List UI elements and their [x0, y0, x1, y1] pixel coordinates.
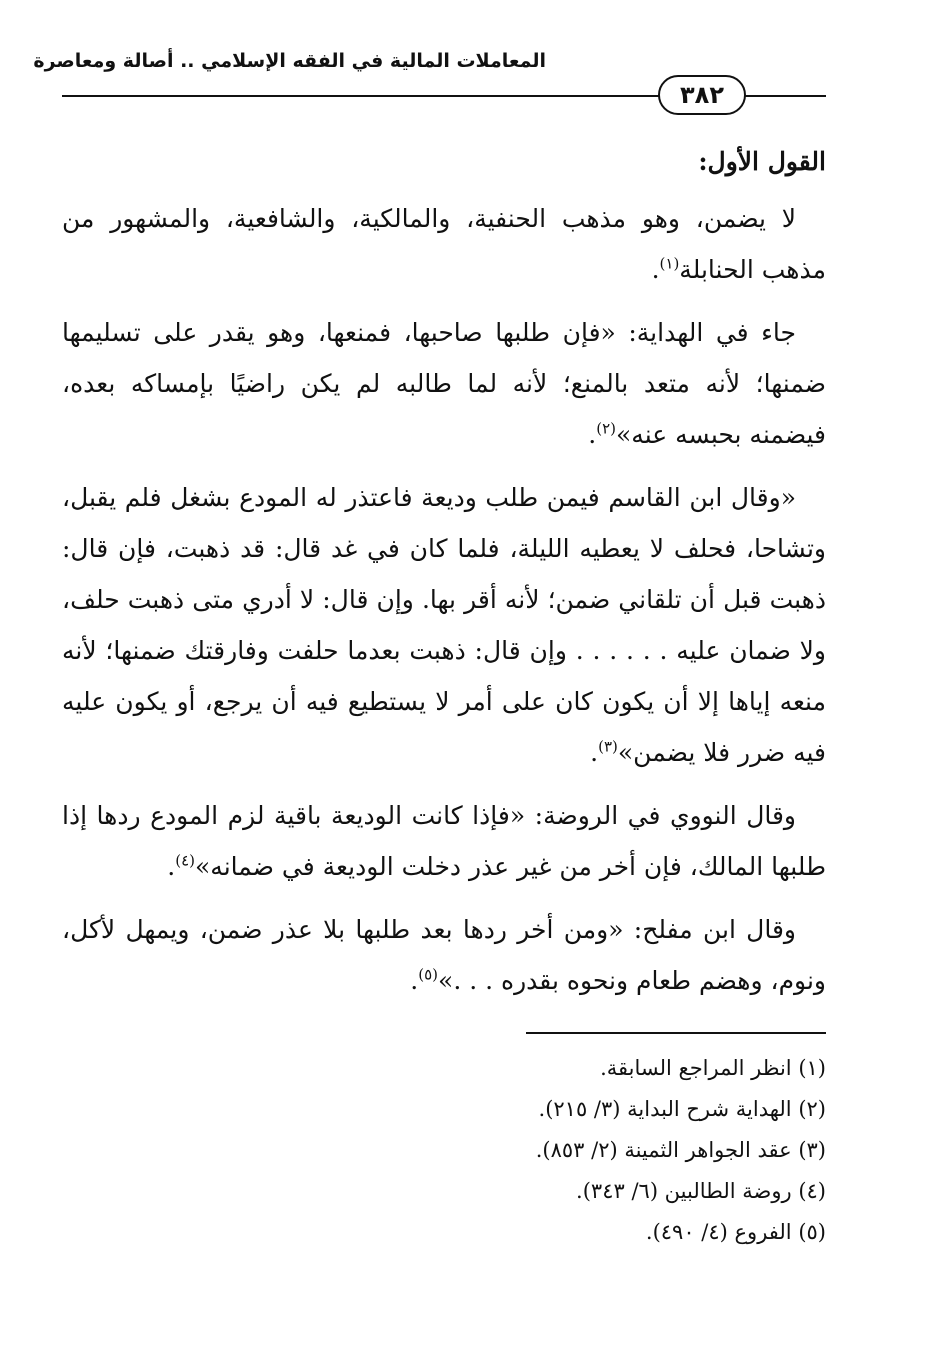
footnote-item: (٤) روضة الطالبين (٦/ ٣٤٣). [576, 1179, 826, 1203]
footnote-ref: (٥) [418, 965, 439, 984]
paragraph: «وقال ابن القاسم فيمن طلب وديعة فاعتذر له المودع بشغل فلم يقبل، وتشاحا، فحلف لا يعطيه الليلة، فلما كان في غد قال: قد ذهبت، فإن قال: ذهبت قبل أن تلقاني ضمن؛ لأنه أقر بها. وإن قال: لا أدري متى ذهبت حلف، ولا ضمان عليه . . . . . . وإن قال: ذهبت بعدما حلفت وفارقتك ضمنها؛ لأنه منعه إياها إلا أن يكون كان على أمر لا يستطيع فيه أن يرجع، أو يكون عليه فيه ضرر فلا يضمن»$^{(٣)}$. [62, 483, 826, 767]
paragraph: لا يضمن، وهو مذهب الحنفية، والمالكية، والشافعية، والمشهور من مذهب الحنابلة$^{(١)}$. [62, 204, 826, 284]
footnotes-list [62, 1048, 826, 1253]
footnote-item: (١) انظر المراجع السابقة. [600, 1056, 826, 1080]
running-title: المعاملات المالية في الفقه الإسلامي .. أصالة ومعاصرة [33, 50, 546, 72]
footnote-ref: (٣) [598, 737, 618, 756]
footnote-ref: (٤) [175, 851, 196, 870]
footnote-item: (٢) الهداية شرح البداية (٣/ ٢١٥). [538, 1097, 826, 1121]
section-title: القول الأول: [698, 147, 826, 176]
paragraph: جاء في الهداية: «فإن طلبها صاحبها، فمنعها، وهو يقدر على تسليمها ضمنها؛ لأنه متعد بالمنع؛ لأنه لما طالبه لم يكن راضيًا بإمساكه بعده، فيضمنه بحبسه عنه»$^{(٢)}$. [62, 318, 826, 449]
main-text [62, 136, 826, 1018]
paragraph: وقال النووي في الروضة: «فإذا كانت الوديعة باقية لزم المودع ردها إذا طلبها المالك، فإن أخر من غير عذر دخلت الوديعة في ضمانه»$^{(٤)}$. [62, 801, 826, 881]
footnote-separator [526, 1032, 826, 1034]
footnote-ref: (١) [659, 254, 680, 273]
footnote-ref: (٢) [596, 419, 617, 438]
paragraph: وقال ابن مفلح: «ومن أخر ردها بعد طلبها بلا عذر ضمن، ويمهل لأكل، ونوم، وهضم طعام ونحوه بقدره . . .»$^{(٥)}$. [62, 915, 826, 995]
footnote-item: (٣) عقد الجواهر الثمينة (٢/ ٨٥٣). [535, 1138, 826, 1162]
page-number-badge: ٣٨٢ [658, 75, 746, 115]
footnote-item: (٥) الفروع (٤/ ٤٩٠). [645, 1220, 826, 1244]
